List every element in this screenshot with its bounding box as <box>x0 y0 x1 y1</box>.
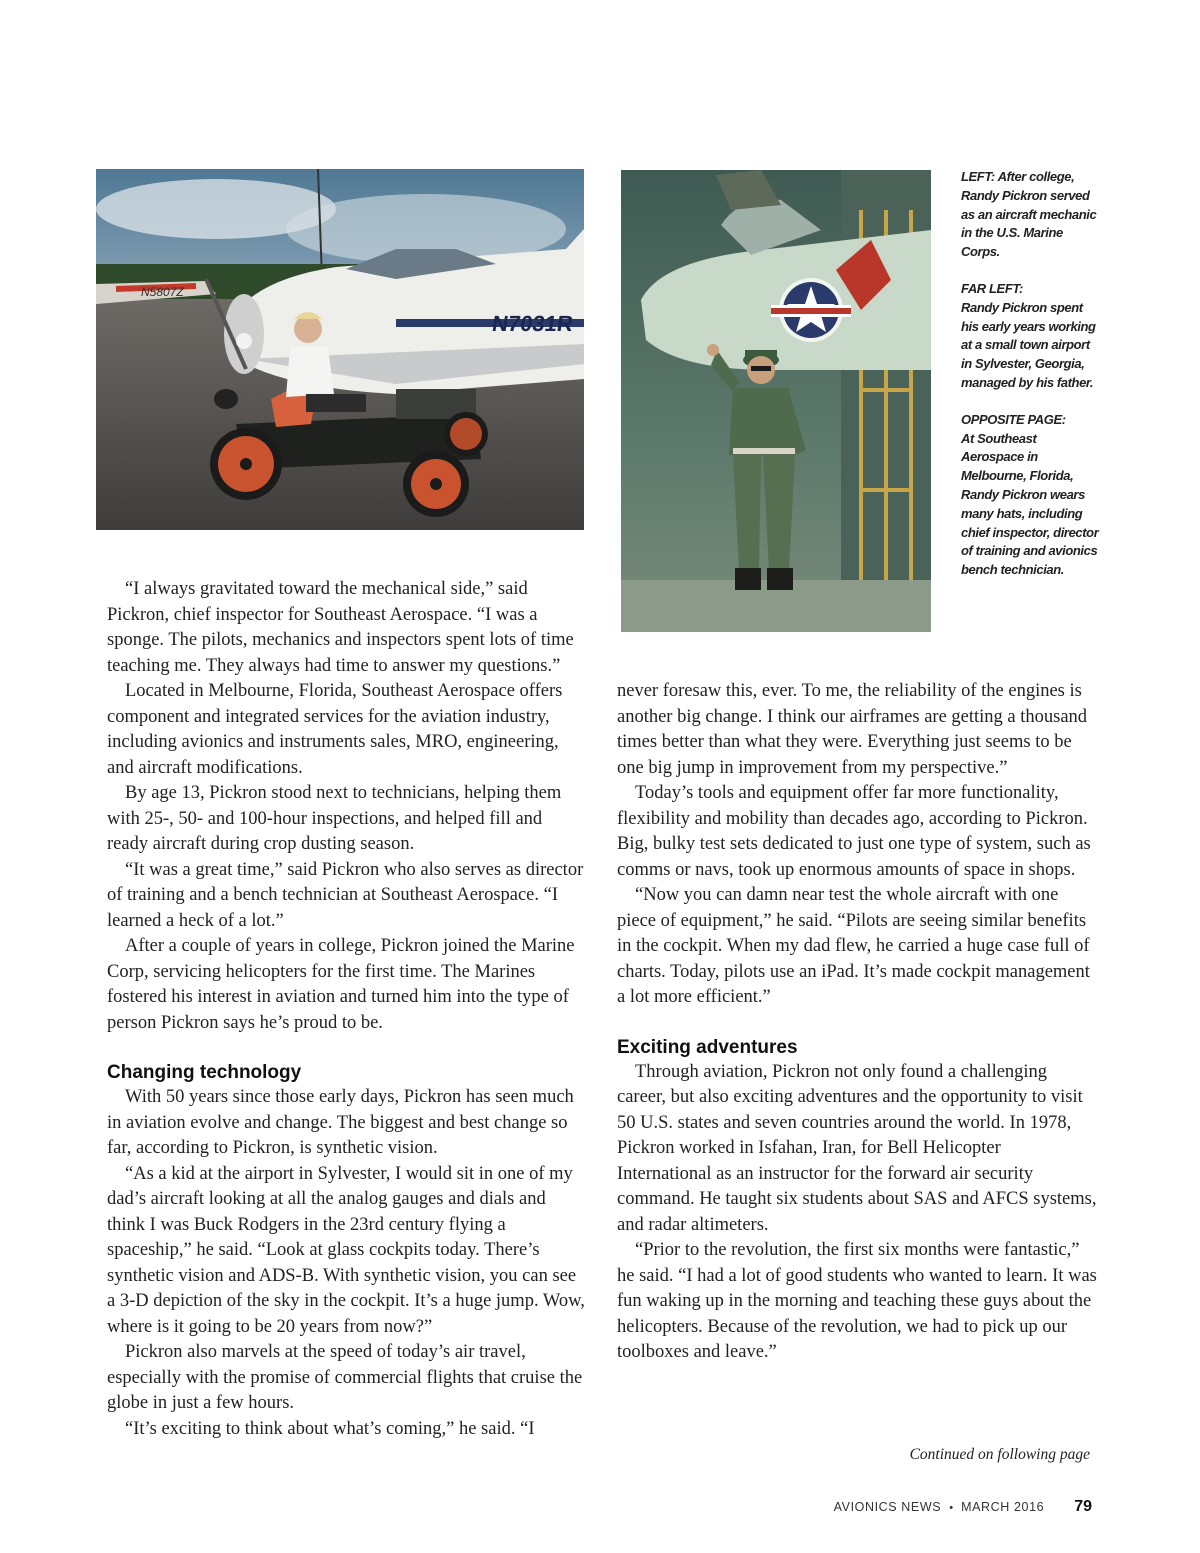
caption-far-left <box>961 280 1101 393</box>
caption-opposite-page <box>961 411 1101 580</box>
caption-left-label: LEFT: <box>961 169 995 184</box>
paragraph: Pickron also marvels at the speed of today’s air travel, especially with the promise of commercial flights that cruise the globe in just a few hours. <box>107 1342 583 1413</box>
photo-marine-with-jet <box>621 170 931 632</box>
paragraph: “Prior to the revolution, the first six months were fantastic,” he said. “I had a lot of good students who wanted to learn. It was fun waking up in the morning and teaching these guys about the helicopters. Because of the revolution, we had to pick up our toolboxes and leave.” <box>617 1240 1097 1362</box>
caption-opposite-page-label: OPPOSITE PAGE: <box>961 411 1066 427</box>
publication-name: AVIONICS NEWS <box>833 1500 942 1514</box>
tail-number-background: N5807Z <box>141 285 184 299</box>
continued-note: Continued on following page <box>909 1446 1090 1463</box>
article-column-left <box>107 577 587 1442</box>
photo-boy-with-pedal-car <box>96 169 584 530</box>
page-number: 79 <box>1074 1498 1092 1515</box>
caption-opposite-page-text: At Southeast Aerospace in Melbourne, Florida, Randy Pickron wears many hats, including chief inspector, director of training and avionics bench technician. <box>961 430 1099 578</box>
paragraph: Today’s tools and equipment offer far more functionality, flexibility and mobility than decades ago, according to Pickron. Big, bulky test sets dedicated to just one type of system, such as comms or navs, took up enormous amounts of space in shops. <box>617 783 1091 880</box>
paragraph-continued: never foresaw this, ever. To me, the reliability of the engines is another big change. I think our airframes are getting a thousand times better than what they were. Everything just seems to be one big jump in improvement from my perspective.” <box>617 681 1088 778</box>
paragraph: After a couple of years in college, Pickron joined the Marine Corp, servicing helicopters for the first time. The Marines fostered his interest in aviation and turned him into the type of person Pickron says he’s proud to be. <box>107 936 575 1033</box>
caption-left <box>961 168 1101 262</box>
article-column-right <box>617 679 1097 1366</box>
section-heading-changing-technology: Changing technology <box>107 1062 302 1083</box>
paragraph: “I always gravitated toward the mechanical side,” said Pickron, chief inspector for Southeast Aerospace. “I was a sponge. The pilots, mechanics and inspectors spent lots of time teaching me. They always had time to answer my questions.” <box>107 579 574 676</box>
photo-captions <box>961 168 1101 598</box>
paragraph: Located in Melbourne, Florida, Southeast Aerospace offers component and integrated services for the aviation industry, including avionics and instruments sales, MRO, engineering, and aircraft modifications. <box>107 681 563 778</box>
issue-date: MARCH 2016 <box>961 1500 1045 1514</box>
paragraph: “As a kid at the airport in Sylvester, I would sit in one of my dad’s aircraft looking at all the analog gauges and dials and think I was Buck Rodgers in the 23rd century flying a spaceship,” he said. “Look at glass cockpits today. There’s synthetic vision and ADS-B. With synthetic vision, you can see a 3-D depiction of the sky in the cockpit. It’s a huge jump. Wow, where is it going to be 20 years from now?” <box>107 1163 585 1337</box>
caption-far-left-text: Randy Pickron spent his early years working at a small town airport in Sylvester, Georgia, managed by his father. <box>961 299 1096 390</box>
page-footer <box>834 1498 1092 1516</box>
paragraph: By age 13, Pickron stood next to technicians, helping them with 25-, 50- and 100-hour inspections, and helped fill and ready aircraft during crop dusting season. <box>107 783 562 854</box>
section-heading-exciting-adventures: Exciting adventures <box>617 1036 798 1058</box>
paragraph: “Now you can damn near test the whole aircraft with one piece of equipment,” he said. “Pilots are seeing similar benefits in the cockpit. When my dad flew, he carried a huge case full of charts. Today, pilots use an iPad. It’s made cockpit management a lot more efficient.” <box>617 885 1090 1007</box>
paragraph: Through aviation, Pickron not only found a challenging career, but also exciting adventures and the opportunity to visit 50 U.S. states and seven countries around the world. In 1978, Pickron worked in Isfahan, Iran, for Bell Helicopter International as an instructor for the forward air security command. He taught six students about SAS and AFCS systems, and radar altimeters. <box>617 1061 1097 1235</box>
tail-number-main: N7031R <box>490 311 575 336</box>
paragraph: With 50 years since those early days, Pickron has seen much in aviation evolve and change. The biggest and best change so far, according to Pickron, is synthetic vision. <box>107 1087 574 1158</box>
paragraph: “It’s exciting to think about what’s coming,” he said. “I <box>125 1418 535 1439</box>
caption-far-left-label: FAR LEFT: <box>961 280 1023 296</box>
paragraph: “It was a great time,” said Pickron who also serves as director of training and a bench technician at Southeast Aerospace. “I learned a heck of a lot.” <box>107 859 584 931</box>
caption-left-text: After college, Randy Pickron served as an aircraft mechanic in the U.S. Marine Corps. <box>961 169 1097 260</box>
footer-separator: • <box>949 1502 954 1514</box>
